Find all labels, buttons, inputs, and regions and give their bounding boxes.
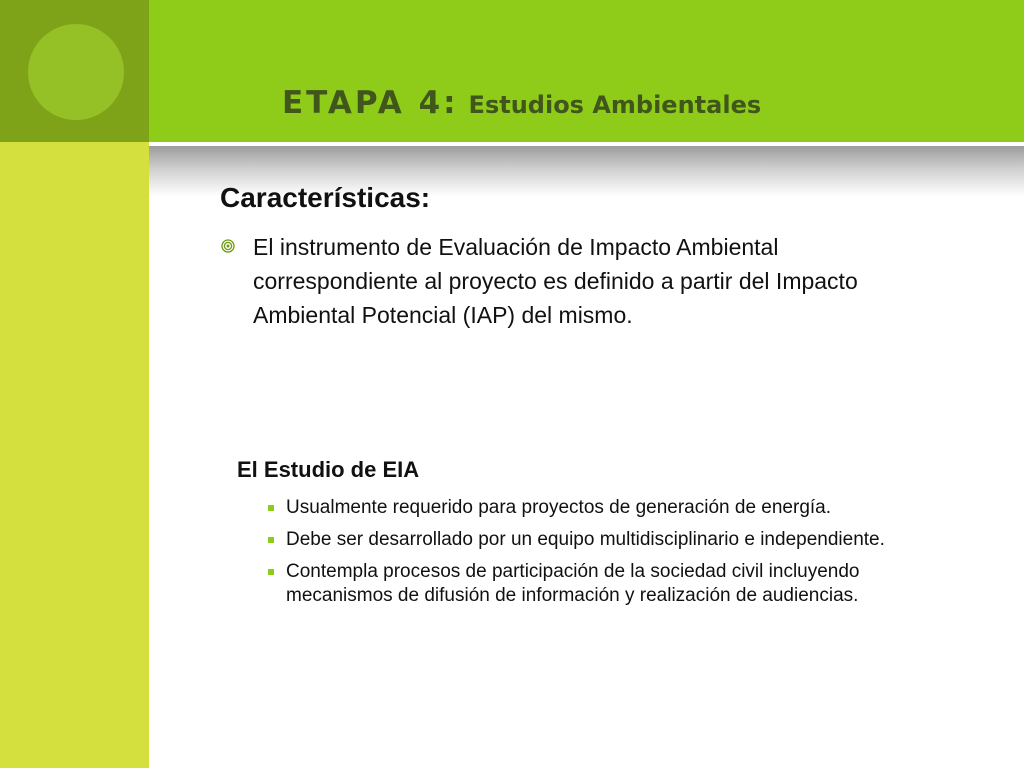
list-item <box>268 528 958 552</box>
left-accent-band <box>0 142 149 768</box>
title-main: Estudios Ambientales <box>468 91 762 119</box>
square-bullet-icon <box>268 537 274 543</box>
title-prefix: ETAPA 4: <box>282 85 459 121</box>
list-item-text: Debe ser desarrollado por un equipo multidisciplinario e independiente. <box>286 529 885 550</box>
subsection-heading: El Estudio de EIA <box>237 457 420 482</box>
square-bullet-icon <box>268 505 274 511</box>
main-bullet <box>221 230 861 332</box>
target-bullet-icon <box>221 239 235 253</box>
main-bullet-text: El instrumento de Evaluación de Impacto Ambiental correspondiente al proyecto es definido a partir del Impacto Ambiental Potencial (IAP) del mismo. <box>253 234 858 328</box>
corner-block <box>0 0 149 142</box>
subsection-list <box>268 496 958 616</box>
list-item-text: Contempla procesos de participación de la sociedad civil incluyendo mecanismos de difusión de información y realización de audiencias. <box>286 561 860 606</box>
section-heading: Características: <box>220 182 431 213</box>
slide-title <box>282 84 761 121</box>
decorative-circle <box>28 24 124 120</box>
list-item-text: Usualmente requerido para proyectos de generación de energía. <box>286 497 832 518</box>
list-item <box>268 496 958 520</box>
list-item <box>268 560 958 608</box>
square-bullet-icon <box>268 569 274 575</box>
